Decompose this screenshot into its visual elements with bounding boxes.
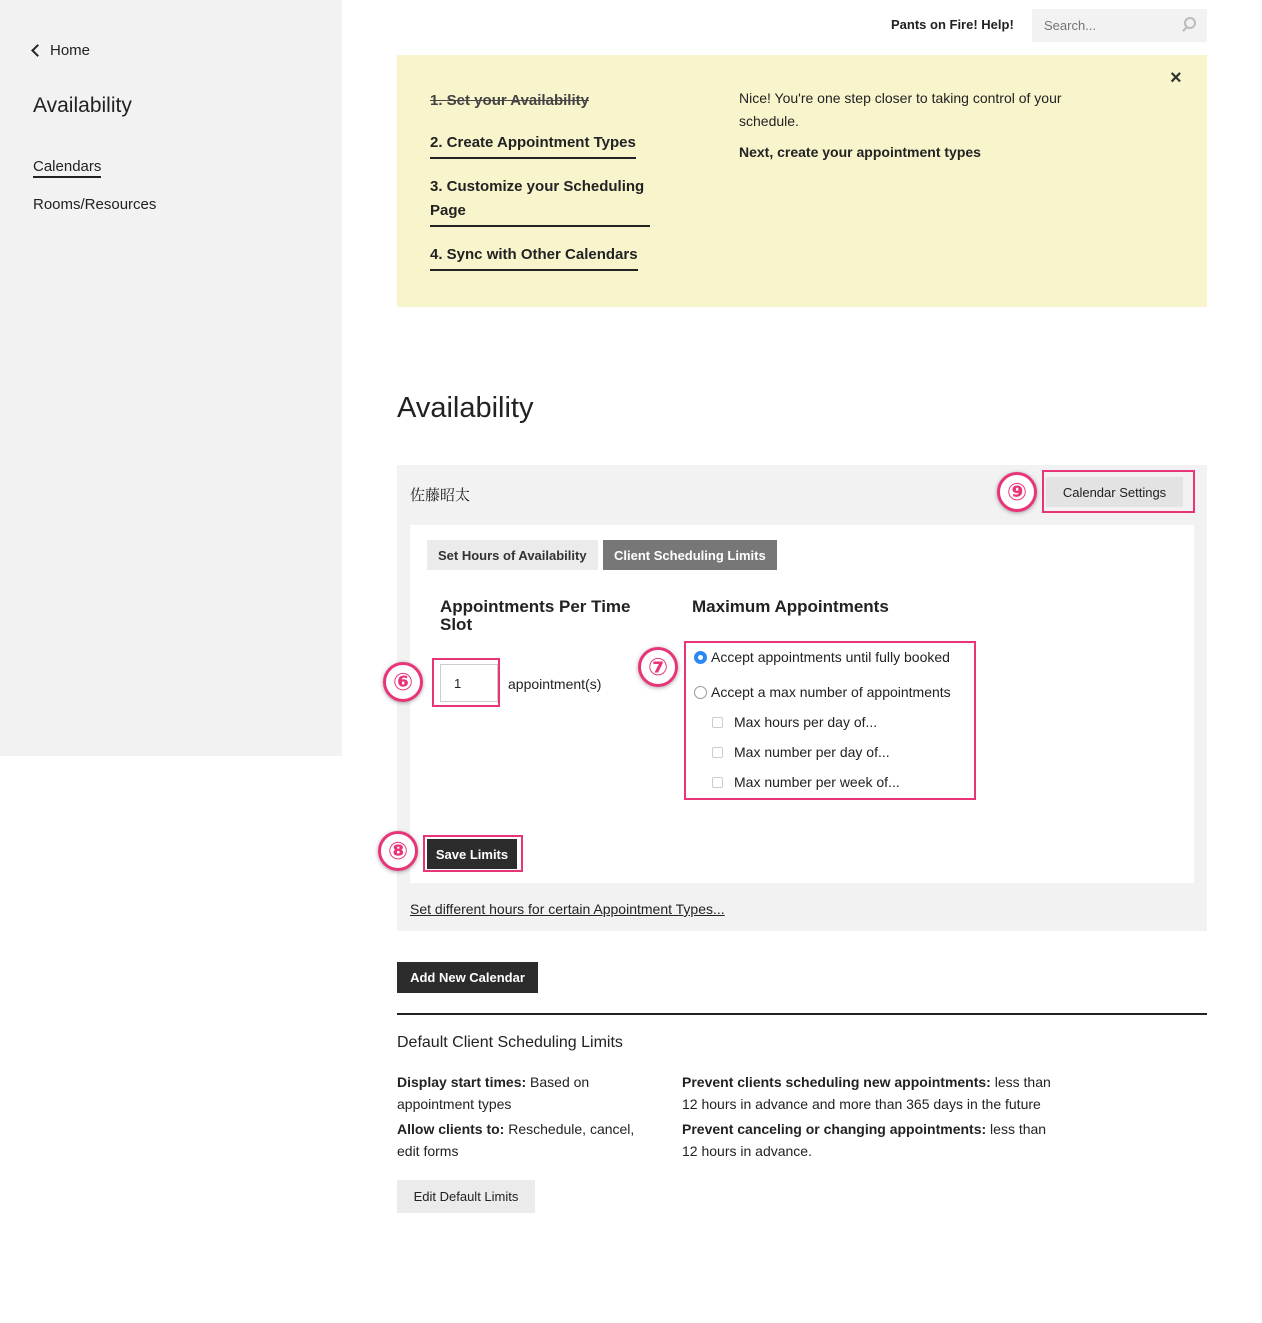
- sidebar-item-calendars[interactable]: Calendars: [33, 158, 101, 178]
- radio-button-checked[interactable]: [694, 651, 707, 664]
- calendar-panel: [397, 465, 1207, 931]
- radio-max-number[interactable]: [694, 684, 951, 700]
- default-limits-title: Default Client Scheduling Limits: [397, 1034, 623, 1051]
- prevent-cancel-label: Prevent canceling or changing appointments:: [682, 1121, 987, 1137]
- max-appointments-title: Maximum Appointments: [692, 597, 889, 616]
- annotation-badge-9: ⑨: [997, 472, 1037, 512]
- prevent-new-value: less than 12 hours in advance and more than 365 days in the future: [682, 1074, 1051, 1112]
- different-hours-link[interactable]: Set different hours for certain Appointment Types...: [410, 901, 725, 917]
- default-prevent-cancel: [682, 1118, 1062, 1162]
- allow-clients-value: Reschedule, cancel, edit forms: [397, 1121, 635, 1159]
- checkbox-max-number-week[interactable]: [712, 774, 900, 790]
- calendar-settings-button[interactable]: Calendar Settings: [1046, 477, 1183, 507]
- scheduling-limits-card: [410, 525, 1194, 883]
- add-new-calendar-button[interactable]: Add New Calendar: [397, 962, 538, 993]
- chevron-left-icon: [31, 44, 44, 57]
- highlight-box-8: [423, 835, 523, 872]
- checkbox[interactable]: [712, 717, 723, 728]
- page-title: Availability: [397, 392, 534, 424]
- annotation-badge-8: ⑧: [378, 831, 418, 871]
- step-set-availability[interactable]: 1. Set your Availability: [430, 92, 589, 109]
- checkbox[interactable]: [712, 777, 723, 788]
- display-start-label: Display start times:: [397, 1074, 527, 1090]
- onboarding-steps: [430, 89, 670, 287]
- home-label: Home: [50, 42, 91, 59]
- sidebar-title: Availability: [33, 94, 132, 117]
- checkbox-label: Max hours per day of...: [734, 714, 878, 730]
- step-customize-scheduling-page[interactable]: 3. Customize your Scheduling Page: [430, 175, 650, 227]
- checkbox-max-number-day[interactable]: [712, 744, 890, 760]
- close-icon[interactable]: ×: [1170, 67, 1182, 89]
- radio-label: Accept appointments until fully booked: [711, 649, 950, 665]
- save-limits-button[interactable]: Save Limits: [427, 839, 517, 869]
- tab-set-hours[interactable]: Set Hours of Availability: [427, 540, 598, 570]
- default-allow-clients: [397, 1118, 652, 1162]
- onboarding-banner: [397, 55, 1207, 307]
- home-link[interactable]: [33, 42, 90, 59]
- prevent-new-label: Prevent clients scheduling new appointments:: [682, 1074, 991, 1090]
- calendar-name: 佐藤昭太: [410, 487, 471, 504]
- search-input[interactable]: [1032, 9, 1207, 42]
- highlight-box-6: [432, 658, 500, 707]
- tab-client-scheduling-limits[interactable]: Client Scheduling Limits: [603, 540, 777, 570]
- sidebar: [0, 0, 342, 756]
- highlight-box-9: [1042, 470, 1195, 513]
- radio-button[interactable]: [694, 686, 707, 699]
- divider: [397, 1013, 1207, 1015]
- display-start-value: Based on appointment types: [397, 1074, 590, 1112]
- radio-fully-booked[interactable]: [694, 649, 950, 665]
- prevent-cancel-value: less than 12 hours in advance.: [682, 1121, 1047, 1159]
- edit-default-limits-button[interactable]: Edit Default Limits: [397, 1180, 535, 1213]
- step-create-appointment-types[interactable]: 2. Create Appointment Types: [430, 131, 636, 159]
- banner-next-step: Next, create your appointment types: [739, 144, 981, 160]
- per-slot-unit-label: appointment(s): [508, 676, 602, 692]
- banner-message: Nice! You're one step closer to taking control of your schedule.: [739, 90, 1062, 129]
- sidebar-nav: [33, 158, 156, 229]
- annotation-badge-6: ⑥: [383, 662, 423, 702]
- default-prevent-new: [682, 1071, 1062, 1115]
- checkbox-label: Max number per week of...: [734, 774, 900, 790]
- checkbox[interactable]: [712, 747, 723, 758]
- per-slot-title: Appointments Per Time Slot: [440, 597, 631, 634]
- checkbox-max-hours-day[interactable]: [712, 714, 877, 730]
- checkbox-label: Max number per day of...: [734, 744, 890, 760]
- step-sync-calendars[interactable]: 4. Sync with Other Calendars: [430, 243, 638, 271]
- annotation-badge-7: ⑦: [638, 647, 678, 687]
- allow-clients-label: Allow clients to:: [397, 1121, 505, 1137]
- sidebar-item-rooms-resources[interactable]: Rooms/Resources: [33, 196, 157, 213]
- default-display-start-times: [397, 1071, 652, 1115]
- help-link[interactable]: Pants on Fire! Help!: [891, 17, 1014, 32]
- radio-label: Accept a max number of appointments: [711, 684, 951, 700]
- search-icon[interactable]: [1184, 17, 1196, 29]
